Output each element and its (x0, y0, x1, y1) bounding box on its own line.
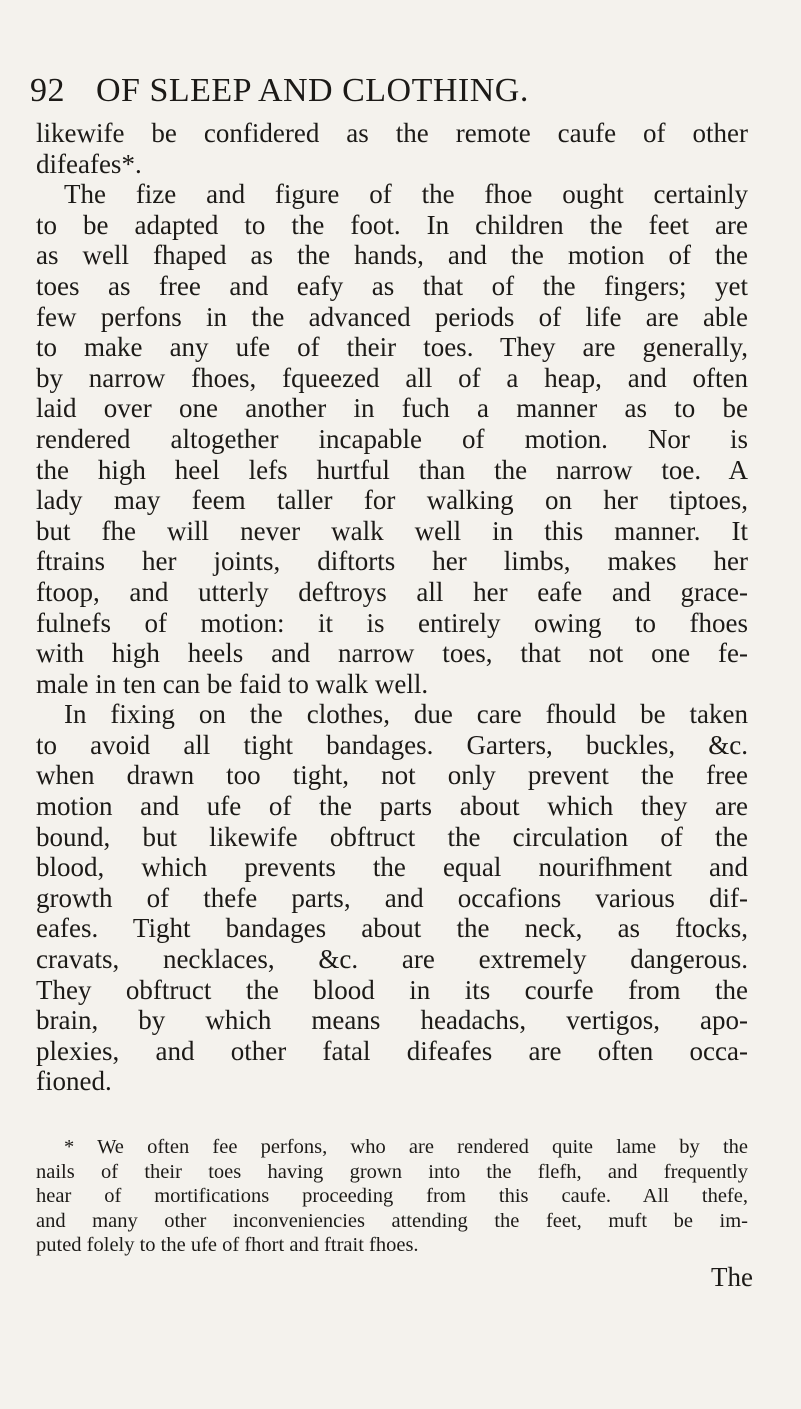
text-line: growth of thefe parts, and occafions various dif- (36, 882, 748, 913)
text-line: cravats, necklaces, &c. are extremely dangerous. (36, 944, 748, 975)
text-line: likewife be confidered as the remote caufe of other (36, 118, 748, 148)
text-line: plexies, and other fatal difeafes are often occa- (36, 1035, 748, 1066)
page-header (30, 72, 750, 110)
text-line: the high heel lefs hurtful than the narrow toe. A (36, 454, 748, 485)
text-line: In fixing on the clothes, due care fhould be taken (64, 699, 748, 730)
text-line: with high heels and narrow toes, that not one fe- (36, 638, 748, 669)
text-line: as well fhaped as the hands, and the motion of the (36, 240, 748, 271)
text-line: few perfons in the advanced periods of life are able (36, 301, 748, 332)
text-line: toes as free and eafy as that of the fingers; yet (36, 270, 748, 301)
text-line: blood, which prevents the equal nourifhment and (36, 852, 748, 883)
text-line: The fize and figure of the fhoe ought certainly (64, 179, 748, 210)
text-line: bound, but likewife obftruct the circulation of the (36, 821, 748, 852)
text-line: motion and ufe of the parts about which they are (36, 791, 748, 822)
page-number: 92 (30, 72, 65, 109)
footnote-line: puted folely to the ufe of fhort and ftrait fhoes. (36, 1234, 419, 1256)
text-line: laid over one another in fuch a manner as to be (36, 393, 748, 424)
text-line: lady may feem taller for walking on her tiptoes, (36, 485, 748, 516)
text-line: ftrains her joints, diftorts her limbs, makes her (36, 546, 748, 577)
text-line: when drawn too tight, not only prevent the free (36, 760, 748, 791)
footnote-line: nails of their toes having grown into the flefh, and frequently (36, 1160, 748, 1183)
text-line: fulnefs of motion: it is entirely owing to fhoes (36, 607, 748, 638)
text-line: eafes. Tight bandages about the neck, as ftocks, (36, 913, 748, 944)
footnote (36, 1135, 748, 1258)
text-line: by narrow fhoes, fqueezed all of a heap, and often (36, 362, 748, 393)
catchword: The (711, 1262, 753, 1292)
text-line: ftoop, and utterly deftroys all her eafe and grace- (36, 576, 748, 607)
text-line: rendered altogether incapable of motion. Nor is (36, 423, 748, 454)
text-line: to be adapted to the foot. In children the feet are (36, 209, 748, 240)
text-line: but fhe will never walk well in this manner. It (36, 515, 748, 546)
text-line: They obftruct the blood in its courfe from the (36, 974, 748, 1005)
footnote-line: * We often fee perfons, who are rendered quite lame by the (64, 1136, 748, 1158)
footnote-line: hear of mortifications proceeding from this caufe. All thefe, (36, 1185, 748, 1207)
text-line: brain, by which means headachs, vertigos, apo- (36, 1005, 748, 1036)
footnote-line: and many other inconveniencies attending the feet, muft be im- (36, 1209, 748, 1232)
text-line: to avoid all tight bandages. Garters, buckles, &c. (36, 729, 748, 760)
running-title: OF SLEEP AND CLOTHING. (96, 72, 529, 109)
body-text (36, 118, 748, 1097)
text-line: fioned. (36, 1066, 112, 1097)
text-line: to make any ufe of their toes. They are generally, (36, 332, 748, 363)
text-line: male in ten can be faid to walk well. (36, 668, 429, 699)
text-line: difeafes*. (36, 148, 142, 179)
